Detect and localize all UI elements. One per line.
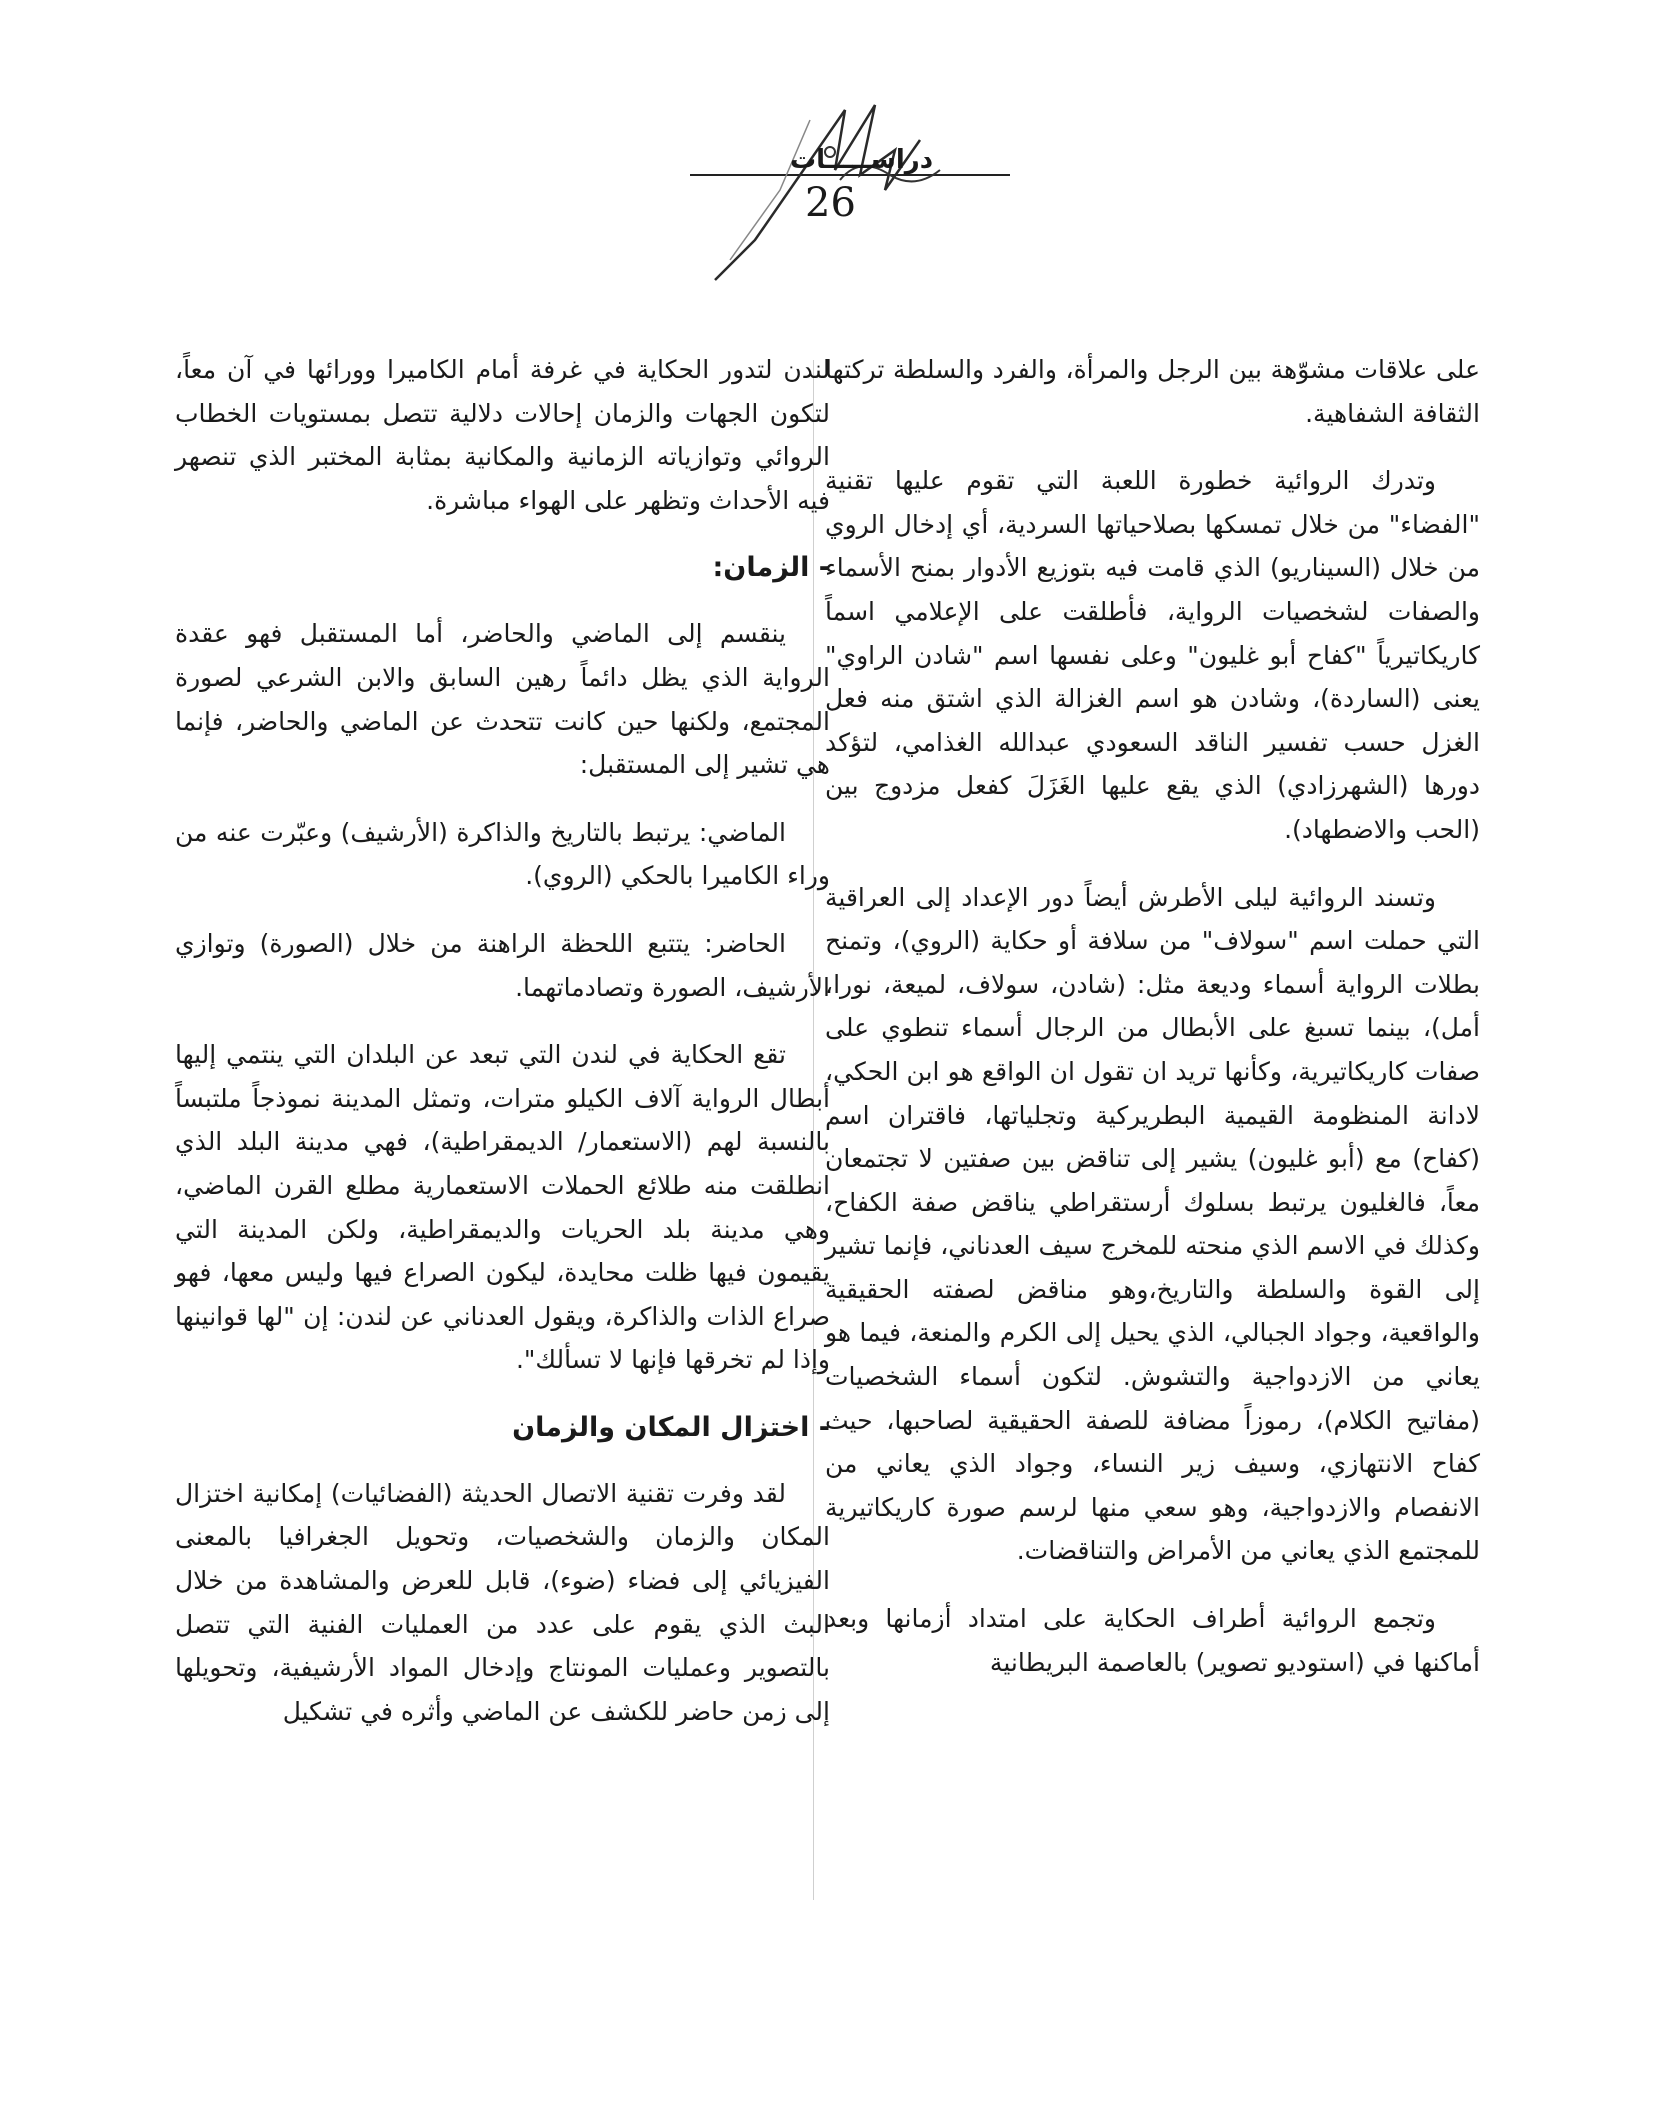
right-column	[825, 348, 1480, 1708]
page-header	[660, 80, 1020, 300]
paragraph: ينقسم إلى الماضي والحاضر، أما المستقبل فهو عقدة الرواية الذي يظل دائماً رهين السابق والابن الشرعي لصورة المجتمع، ولكنها حين كانت تتحدث عن الماضي والحاضر، فإنما هي تشير إلى المستقبل:	[175, 619, 830, 780]
paragraph: وتجمع الروائية أطراف الحكاية على امتداد أزمانها وبعد أماكنها في (استوديو تصوير) بالعاصمة البريطانية	[825, 1604, 1480, 1677]
left-column	[175, 348, 830, 1757]
section-heading-space-time: - اختزال المكان والزمان	[512, 1411, 830, 1443]
page-number: 26	[805, 180, 856, 226]
paragraph: على علاقات مشوّهة بين الرجل والمرأة، والفرد والسلطة تركتها الثقافة الشفاهية.	[825, 355, 1480, 428]
paragraph: وتدرك الروائية خطورة اللعبة التي تقوم عليها تقنية "الفضاء" من خلال تمسكها بصلاحياتها السردية، أي إدخال الروي من خلال (السيناريو) الذي قامت فيه بتوزيع الأدوار بمنح الأسماء والصفات لشخصيات الرواية، فأطلقت على الإعلامي اسماً كاريكاتيرياً "كفاح أبو غليون" وعلى نفسها اسم "شادن الراوي" يعنى (الساردة)، وشادن هو اسم الغزالة الذي اشتق منه فعل الغزل حسب تفسير الناقد السعودي عبدالله الغذامي، لتؤكد دورها (الشهرزادي) الذي يقع عليها الغَزَلَ كفعل مزدوج بين (الحب والاضطهاد).	[825, 466, 1480, 844]
paragraph: تقع الحكاية في لندن التي تبعد عن البلدان التي ينتمي إليها أبطال الرواية آلاف الكيلو مترات، وتمثل المدينة نموذجاً ملتبساً بالنسبة لهم (الاستعمار/ الديمقراطية)، فهي مدينة البلد الذي انطلقت منه طلائع الحملات الاستعمارية مطلع القرن الماضي، وهي مدينة بلد الحريات والديمقراطية، ولكن المدينة التي يقيمون فيها ظلت محايدة، ليكون الصراع فيها وليس معها، فهو صراع الذات والذاكرة، ويقول العدناني عن لندن: إن "لها قوانينها وإذا لم تخرقها فإنها لا تسألك".	[175, 1040, 830, 1375]
paragraph: الحاضر: يتتبع اللحظة الراهنة من خلال (الصورة) وتوازي الأرشيف، الصورة وتصادماتهما.	[175, 928, 830, 1002]
paragraph: وتسند الروائية ليلى الأطرش أيضاً دور الإعداد إلى العراقية التي حملت اسم "سولاف" من سلافة أو حكاية (الروي)، وتمنح بطلات الرواية أسماء وديعة مثل: (شادن، سولاف، لميعة، نورا، أمل)، بينما تسبغ على الأبطال من الرجال أسماء تنطوي على صفات كاريكاتيرية، وكأنها تريد ان تقول ان الواقع هو ابن الحكي، لادانة المنظومة القيمية البطريركية وتجلياتها، فاقتران اسم (كفاح) مع (أبو غليون) يشير إلى تناقض بين صفتين لا تجتمعان معاً، فالغليون يرتبط بسلوك أرستقراطي يناقض صفة الكفاح، وكذلك في الاسم الذي منحته للمخرج سيف العدناني، فإنما تشير إلى القوة والسلطة والتاريخ،وهو مناقض لصفته الحقيقية والواقعية، وجواد الجبالي، الذي يحيل إلى الكرم والمنعة، فيما هو يعاني من الازدواجية والتشوش. لتكون أسماء الشخصيات (مفاتيح الكلام)، رموزاً مضافة للصفة الحقيقية لصاحبها، حيث كفاح الانتهازي، وسيف زير النساء، وجواد الذي يعاني من الانفصام والازدواجية، وهو سعي منها لرسم صورة كاريكاتيرية للمجتمع الذي يعاني من الأمراض والتناقضات.	[825, 882, 1480, 1566]
section-heading-time: - الزمان:	[712, 552, 830, 584]
paragraph: لندن لتدور الحكاية في غرفة أمام الكاميرا وورائها في آن معاً، لتكون الجهات والزمان إحالات دلالية تتصل بمستويات الخطاب الروائي وتوازياته الزمانية والمكانية بمثابة المختبر الذي تنصهر فيه الأحداث وتظهر على الهواء مباشرة.	[175, 355, 830, 515]
paragraph: الماضي: يرتبط بالتاريخ والذاكرة (الأرشيف) وعبّرت عنه من وراء الكاميرا بالحكي (الروي).	[175, 817, 830, 891]
section-label: دراســـــات	[790, 145, 934, 175]
paragraph: لقد وفرت تقنية الاتصال الحديثة (الفضائيات) إمكانية اختزال المكان والزمان والشخصيات، وتحويل الجغرافيا بالمعنى الفيزيائي إلى فضاء (ضوء)، قابل للعرض والمشاهدة من خلال البث الذي يقوم على عدد من العمليات الفنية التي تتصل بالتصوير وعمليات المونتاج وإدخال المواد الأرشيفية، وتحويلها إلى زمن حاضر للكشف عن الماضي وأثره في تشكيل	[175, 1478, 830, 1726]
